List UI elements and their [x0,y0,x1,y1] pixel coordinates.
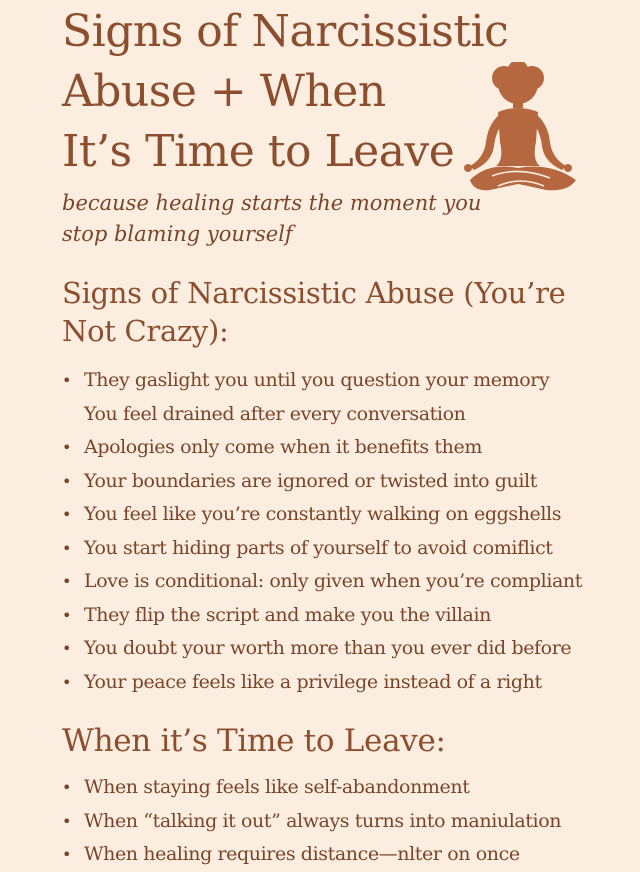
bullet-point-icon: • [62,672,72,692]
bullet-point-icon: • [62,605,72,625]
list-item [62,364,620,398]
section-title-when-to-leave: When it’s Time to Leave: [62,723,446,759]
list-item [62,771,620,805]
bullet-point-icon: • [62,572,72,591]
list-item-text: They gaslight you until you question your memory [84,369,550,391]
bullet-point-icon: • [62,639,72,658]
bullet-point-icon: • [62,845,72,864]
bullet-point-icon: • [62,778,72,797]
section-title-signs: Signs of Narcissistic Abuse (You’re Not Crazy): [62,276,566,348]
bullet-point-icon: • [62,811,72,831]
list-item [62,498,620,532]
title-line: It’s Time to Leave [62,126,455,177]
list-item-text: You feel like you’re constantly walking on eggshells [84,503,562,525]
subtitle: because healing starts the moment you stop blaming yourself [62,191,482,246]
list-item-text: When healing requires distance—nlter on once [84,843,520,865]
title-line: Signs of Narcissistic [62,6,509,57]
signs-list [62,364,620,699]
list-item-text: You start hiding parts of yourself to avoid comiflict [84,536,553,559]
list-item-text: You doubt your worth more than you ever did before [84,637,572,659]
meditation-figure-icon [458,62,590,200]
list-item-text: Your peace feels like a privilege instead of a right [84,670,542,693]
list-item [62,666,620,700]
list-item [62,465,620,499]
list-item-text: You feel drained after every conversation [84,402,466,425]
when-to-leave-list [62,771,620,872]
bullet-point-icon: • [62,471,72,491]
list-item [62,565,620,599]
list-item-text: Apologies only come when it benefits them [84,436,482,458]
title-line: Abuse + When [62,66,386,117]
list-item [62,632,620,666]
bullet-point-icon: • [62,538,72,558]
list-item [62,431,620,465]
list-item [62,532,620,566]
bullet-point-icon: • [62,505,72,524]
bullet-point-icon: • [62,438,72,457]
list-item-text: They flip the script and make you the villain [84,603,491,626]
list-item [62,398,620,432]
list-item [62,838,620,872]
bullet-point-icon: • [62,371,72,390]
list-item-text: When “talking it out” always turns into maniulation [84,809,562,832]
list-item-text: Love is conditional: only given when you’re compliant [84,570,582,592]
list-item-text: When staying feels like self-abandonment [84,776,470,798]
list-item [62,599,620,633]
list-item-text: Your boundaries are ignored or twisted into guilt [84,469,537,492]
list-item [62,805,620,839]
